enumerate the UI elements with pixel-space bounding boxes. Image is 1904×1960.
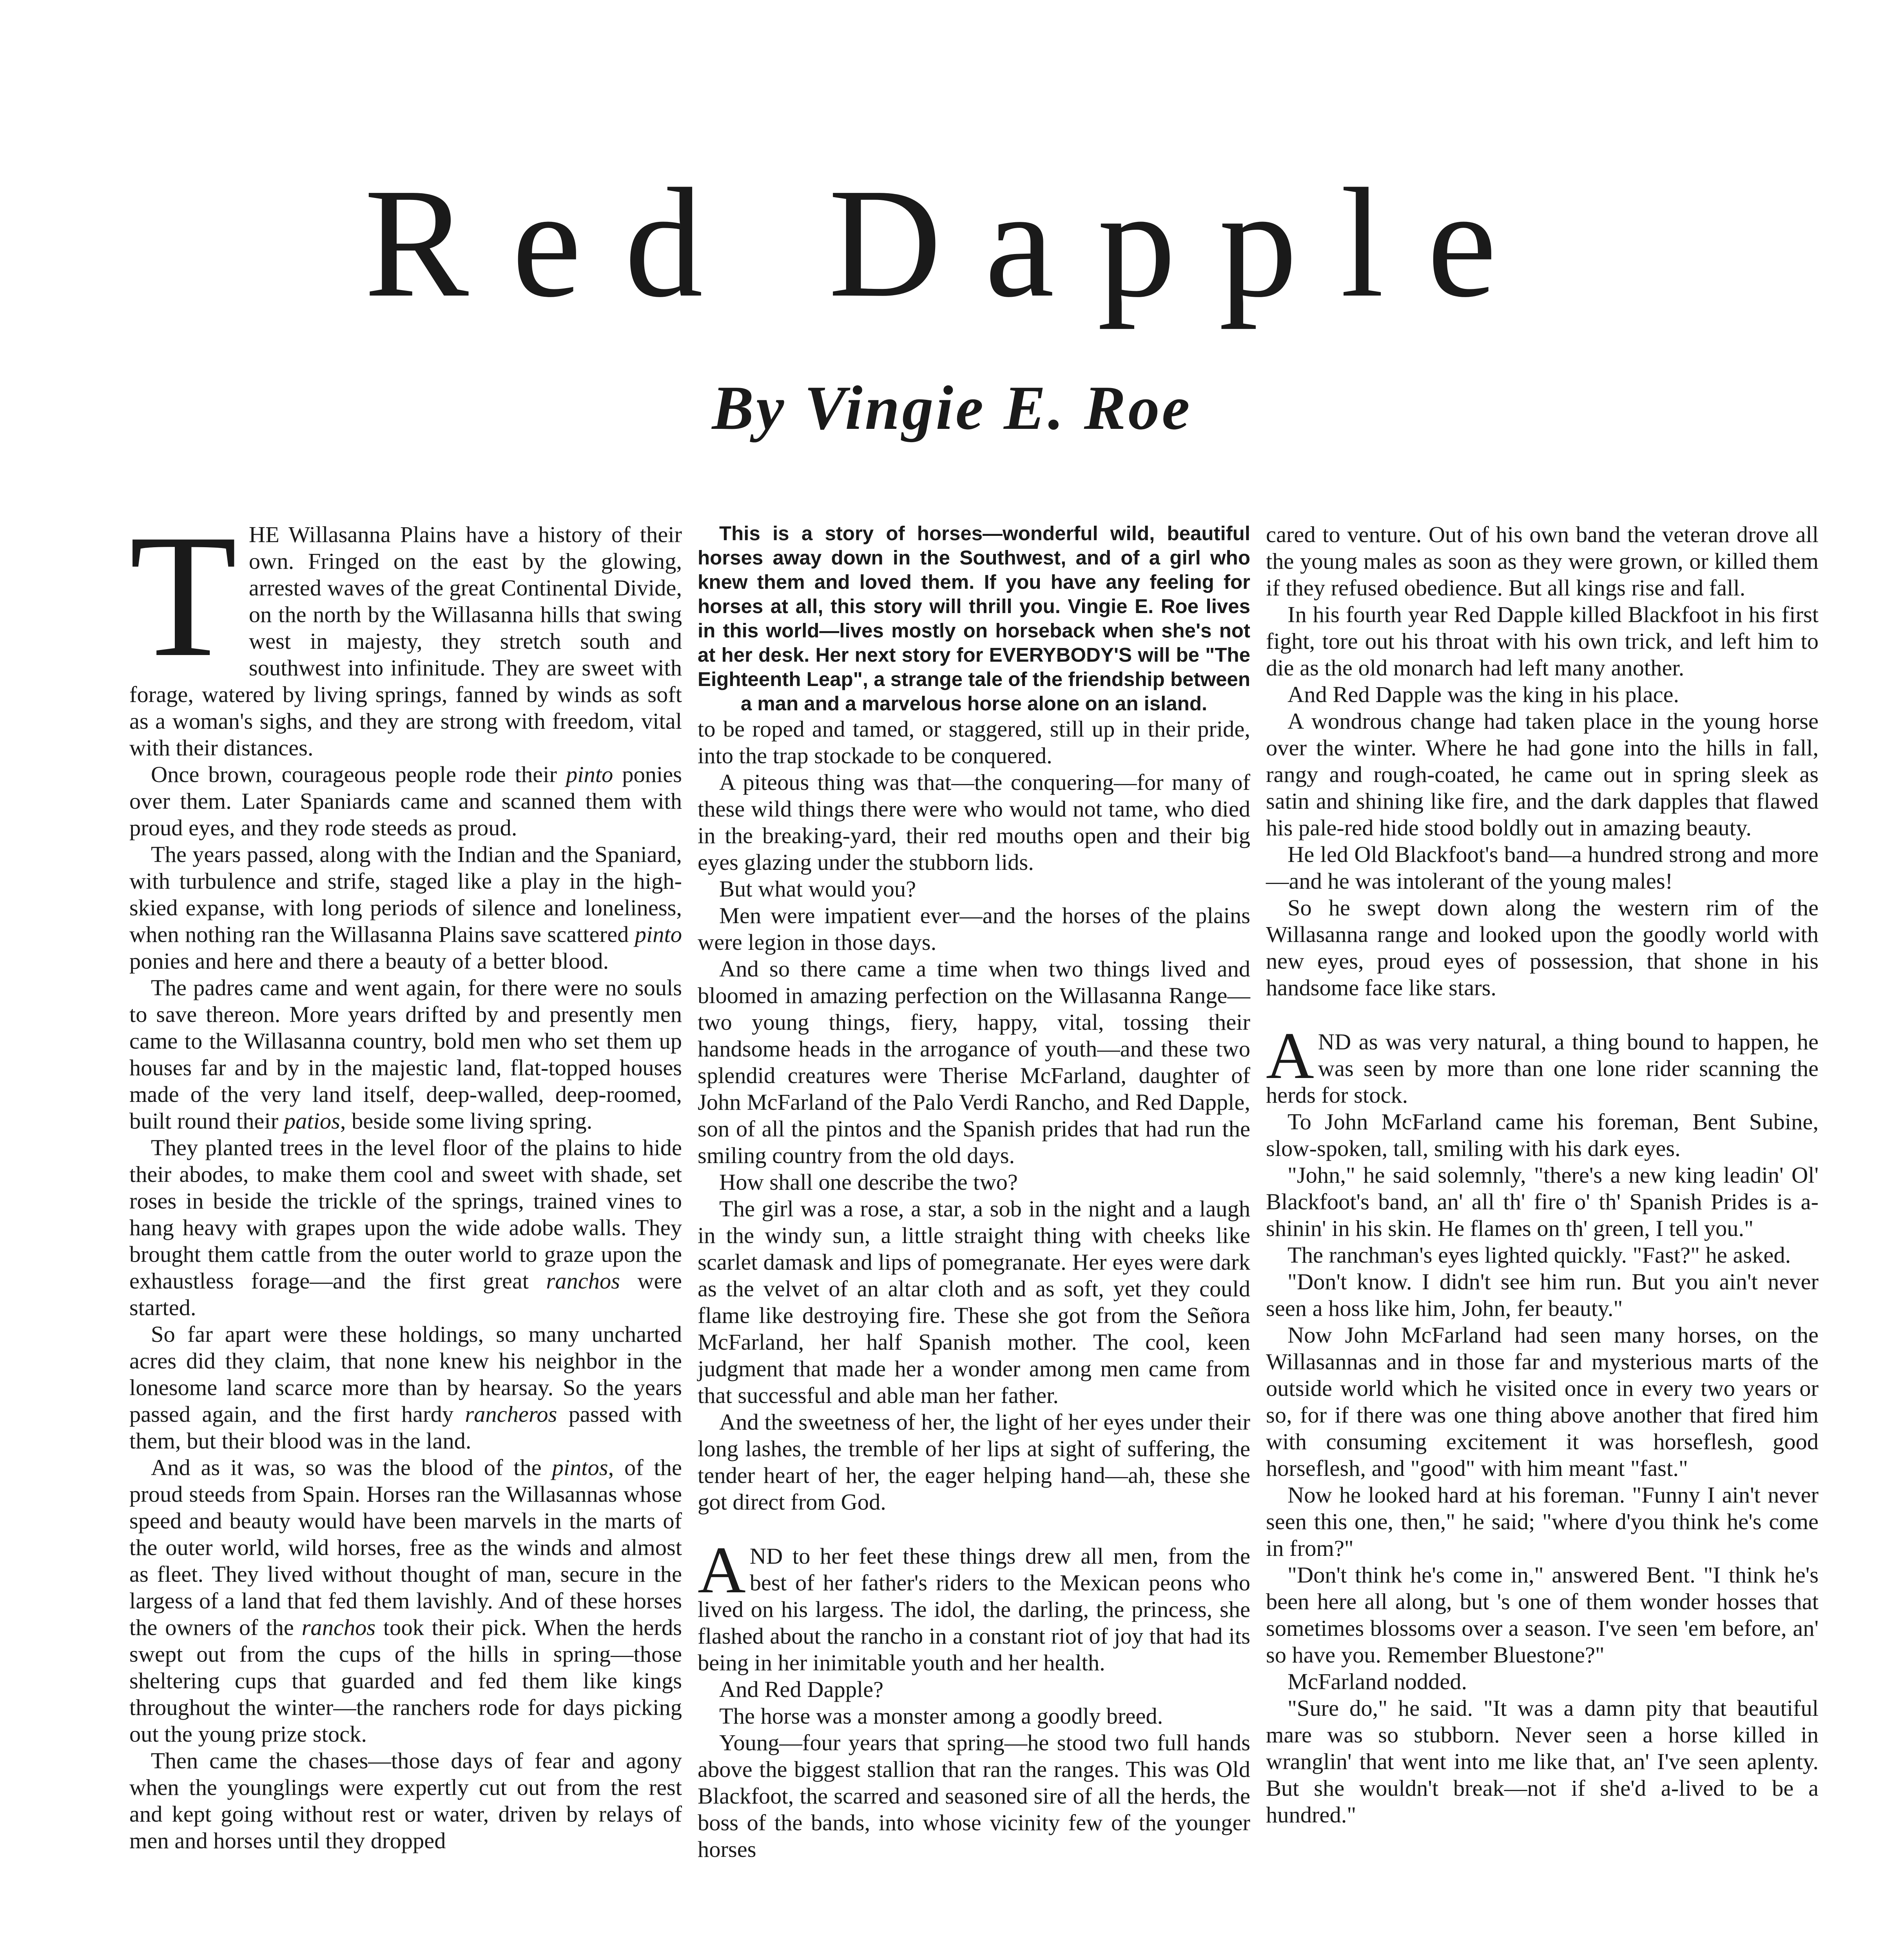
drop-cap: T [129,498,237,693]
story-byline: By Vingie E. Roe [712,373,1192,443]
paragraph: Once brown, courageous people rode their pinto ponies over them. Later Spaniards came and scanned them with proud eyes, and they rode steeds as proud. [129,762,682,840]
paragraph: How shall one describe the two? [719,1169,1018,1195]
paragraph: The padres came and went again, for there were no souls to save thereon. More years drifted by and presently men came to the Willasanna country, bold men who set them up houses far and by in the majestic land, flat-topped houses made of the very land itself, deep-walled, deep-roomed, built round their patios, beside some living spring. [129,975,682,1134]
drop-cap: A [1266,1019,1314,1093]
paragraph: A piteous thing was that—the conquering—for many of these wild things there were who would not tame, who died in the breaking-yard, their red mouths open and their big eyes glazing under the stubborn lids. [698,769,1250,875]
paragraph: Then came the chases—those days of fear and agony when the younglings were expertly cut out from the rest and kept going without rest or water, driven by relays of men and horses until they dropped [129,1748,682,1853]
paragraph: AND as was very natural, a thing bound to happen, he was seen by more than one lone rider scanning the herds for stock. [1266,1019,1819,1108]
paragraph: McFarland nodded. [1287,1669,1467,1694]
paragraph: AND to her feet these things drew all men, from the best of her father's riders to the Mexican peons who lived on his largess. The idol, the darling, the princess, she flashed about the rancho in a constant riot of joy that had its being in her inimitable youth and her health. [698,1533,1250,1675]
paragraph: But what would you? [719,876,916,902]
section-break [1266,1001,1819,1029]
paragraph: The years passed, along with the Indian and the Spaniard, with turbulence and strife, staged like a play in the high-skied expanse, with long periods of silence and loneliness, when nothing ran the Willasanna Plains save scattered pinto ponies and here and there a beauty of a better blood. [129,842,682,974]
paragraph: The girl was a rose, a star, a sob in the night and a laugh in the windy sun, a little straight thing with cheeks like scarlet damask and lips of pomegranate. Her eyes were dark as the velvet of an altar cloth and as soft, yet they could flame like destroying fire. These she got from the Señora McFarland, her half Spanish mother. The cool, keen judgment that made her a wonder among men came from that successful and able man her father. [698,1196,1250,1408]
paragraph: And the sweetness of her, the light of her eyes under their long lashes, the tremble of her lips at sight of suffering, the tender heart of her, the eager helping hand—ah, these she got direct from God. [698,1409,1250,1515]
paragraph: "Don't know. I didn't see him run. But you ain't never seen a hoss like him, John, fer beauty." [1266,1269,1819,1321]
story-title: Red Dapple [364,156,1540,330]
paragraph: And so there came a time when two things lived and bloomed in amazing perfection on the Willasanna Range—two young things, fiery, happy, vital, tossing their handsome heads in the arrogance of youth—and these two splendid creatures were Therise McFarland, daughter of John McFarland of the Palo Verdi Rancho, and Red Dapple, son of all the pintos and the Spanish prides that had run the smiling country from the old days. [698,956,1250,1168]
paragraph: To John McFarland came his foreman, Bent Subine, slow-spoken, tall, smiling with his dark eyes. [1266,1109,1819,1161]
paragraph: The ranchman's eyes lighted quickly. "Fast?" he asked. [1287,1242,1791,1268]
paragraph: "Don't think he's come in," answered Bent. "I think he's been here all along, but 's one of them wonder hosses that sometimes blossoms over a season. I've seen 'em before, an' so have you. Remember Bluestone?" [1266,1562,1819,1668]
paragraph: "John," he said solemnly, "there's a new king leadin' Ol' Blackfoot's band, an' all th' fire o' th' Spanish Prides is a-shinin' in his skin. He flames on th' green, I tell you." [1266,1162,1819,1241]
text-column-3 [1266,521,1819,1828]
story-intro-blurb: This is a story of horses—wonderful wild, beautiful horses away down in the Southwest, and of a girl who knew them and loved them. If you have any feeling for horses at all, this story will thrill you. Vingie E. Roe lives in this world—lives mostly on horseback when she's not at her desk. Her next story for EVERYBODY'S will be "The Eighteenth Leap", a strange tale of the friendship between a man and a marvelous horse alone on an island. [698,522,1250,715]
paragraph: In his fourth year Red Dapple killed Blackfoot in his first fight, tore out his throat with his own trick, and left him to die as the old monarch had left many another. [1266,602,1819,681]
paragraph: And as it was, so was the blood of the pintos, of the proud steeds from Spain. Horses ran the Willasannas whose speed and beauty would have been marvels in the marts of the outer world, wild horses, free as the winds and almost as fleet. They lived without thought of man, secure in the largess of a land that fed them lavishly. And of these horses the owners of the ranchos took their pick. When the herds swept out from the cups of the hills in spring—those sheltering cups that guarded and fed them like kings throughout the winter—the ranchers rode for days picking out the young prize stock. [129,1455,682,1747]
paragraph: THE Willasanna Plains have a history of their own. Fringed on the east by the glowing, arrested waves of the great Continental Divide, on the north by the Willasanna hills that swing west in majesty, they stretch south and southwest into infinitude. They are sweet with forage, watered by living springs, fanned by winds as soft as a woman's sighs, and they are strong with freedom, vital with their distances. [129,498,682,760]
paragraph: He led Old Blackfoot's band—a hundred strong and more—and he was intolerant of the young males! [1266,842,1819,894]
paragraph: So he swept down along the western rim of the Willasanna range and looked upon the goodly world with new eyes, proud eyes of possession, that shone in his handsome face like stars. [1266,895,1819,1000]
paragraph: Now John McFarland had seen many horses, on the Willasannas and in those far and mysterious marts of the outside world which he visited once in every two years or so, for if there was one thing above another that fired him with consuming excitement it was horseflesh, good horseflesh, and "good" with him meant "fast." [1266,1322,1819,1481]
text-column-2 [698,521,1250,1863]
paragraph: And Red Dapple? [719,1677,884,1702]
section-break [698,1515,1250,1543]
paragraph: Men were impatient ever—and the horses of the plains were legion in those days. [698,903,1250,955]
paragraph: cared to venture. Out of his own band the veteran drove all the young males as soon as they were grown, or killed them if they refused obedience. But all kings rise and fall. [1266,522,1819,601]
paragraph: So far apart were these holdings, so many uncharted acres did they claim, that none knew his neighbor in the lonesome land scarce more than by hearsay. So the years passed again, and the first hardy rancheros passed with them, but their blood was in the land. [129,1321,682,1454]
paragraph: "Sure do," he said. "It was a damn pity that beautiful mare was so stubborn. Never seen a horse killed in wranglin' that went into me like that, an' I've seen aplenty. But she wouldn't break—not if she'd a-lived to be a hundred." [1266,1695,1819,1828]
paragraph: to be roped and tamed, or staggered, still up in their pride, into the trap stockade to be conquered. [698,716,1250,768]
drop-cap: A [698,1533,746,1607]
paragraph: They planted trees in the level floor of the plains to hide their abodes, to make them cool and sweet with shade, set roses in beside the trickle of the springs, trained vines to hang heavy with grapes upon the wide adobe walls. They brought them cattle from the outer world to graze upon the exhaustless forage—and the first great ranchos were started. [129,1135,682,1320]
paragraph: And Red Dapple was the king in his place. [1287,682,1679,707]
paragraph: The horse was a monster among a goodly breed. [719,1703,1163,1729]
paragraph: Now he looked hard at his foreman. "Funny I ain't never seen this one, then," he said; "where d'you think he's come in from?" [1266,1482,1819,1561]
paragraph: Young—four years that spring—he stood two full hands above the biggest stallion that ran the ranges. This was Old Blackfoot, the scarred and seasoned sire of all the herds, the boss of the bands, into whose vicinity few of the younger horses [698,1730,1250,1862]
paragraph: A wondrous change had taken place in the young horse over the winter. Where he had gone into the hills in fall, rangy and rough-coated, he came out in spring sleek as satin and shining like fire, and the dark dapples that flawed his pale-red hide stood boldly out in amazing beauty. [1266,708,1819,840]
text-column-1 [129,498,682,1854]
